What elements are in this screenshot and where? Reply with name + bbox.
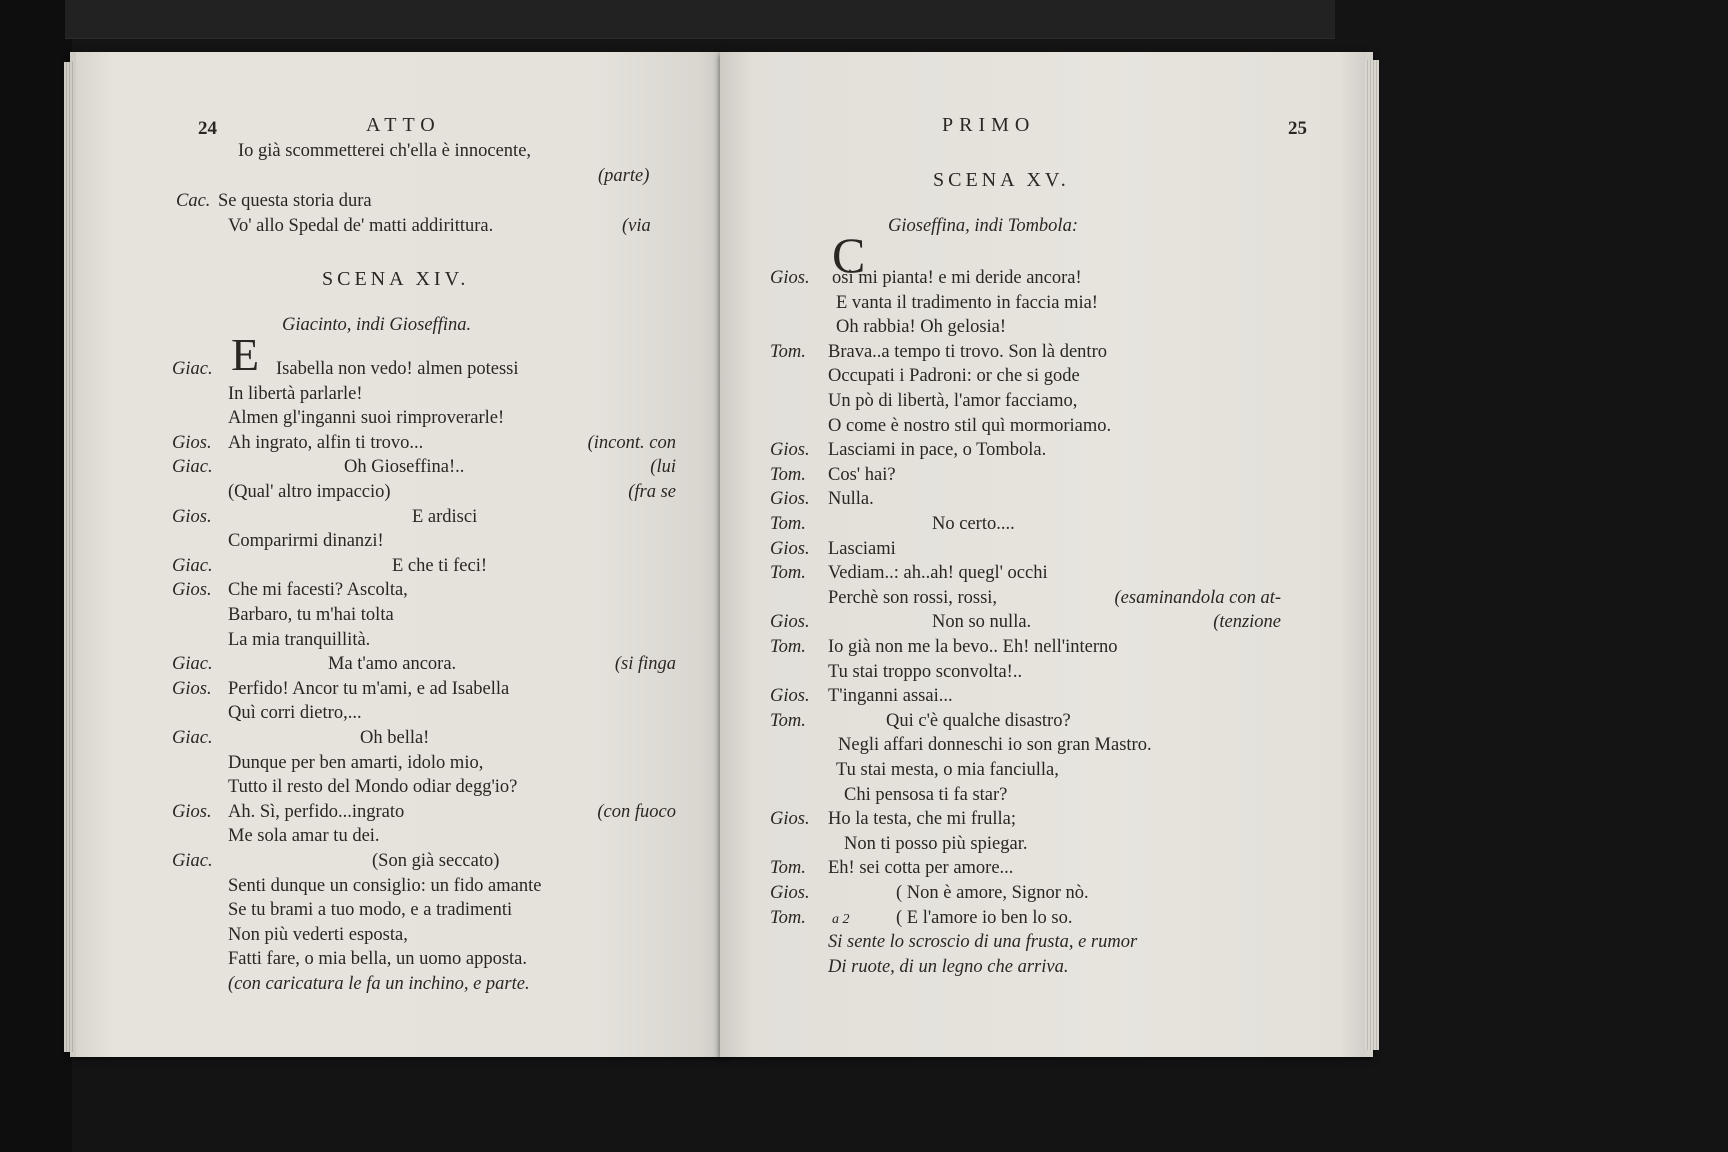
backdrop-top (65, 0, 1335, 39)
speaker-label: Gios. (172, 801, 212, 822)
verse-line: Me sola amar tu dei. (228, 826, 380, 847)
speaker-label: Tom. (770, 563, 806, 584)
verse-line: Perchè son rossi, rossi, (828, 587, 998, 608)
verse-line: Tu stai troppo sconvolta!.. (828, 661, 1023, 682)
verse-line: Lasciami in pace, o Tombola. (828, 440, 1047, 461)
verse-line: Non più vederti esposta, (228, 924, 408, 945)
running-head: PRIMO (942, 114, 1036, 136)
verse-line: E ardisci (412, 506, 478, 527)
speaker-label: Giac. (172, 555, 213, 576)
stage-direction: (si finga (614, 654, 676, 675)
verse-line: O come è nostro stil quì mormoriamo. (828, 415, 1112, 436)
speaker-label: Tom. (770, 637, 806, 657)
verse-line: Vo' allo Spedal de' matti addirittura. (228, 216, 494, 236)
verse-line: Se tu brami a tuo modo, e a tradimenti (228, 900, 513, 921)
scene-title: SCENA XV. (933, 169, 1070, 191)
verse-line: (con caricatura le fa un inchino, e parte. (228, 974, 530, 994)
verse-line: E vanta il tradimento in faccia mia! (836, 292, 1098, 313)
stage-direction: (lui (650, 457, 676, 478)
verse-line: Barbaro, tu m'hai tolta (228, 605, 394, 625)
page-edges-left (64, 62, 74, 1052)
verse-line: Lasciami (828, 538, 896, 559)
verse-line: Ma t'amo ancora. (328, 654, 457, 675)
verse-line: Se questa storia dura (218, 191, 372, 211)
stage-direction: (incont. con (587, 432, 676, 453)
speaker-label: Gios. (172, 678, 212, 699)
verse-line: Cos' hai? (828, 464, 896, 485)
speaker-label: Giac. (172, 359, 213, 379)
verse-line: (Qual' altro impaccio) (228, 482, 391, 502)
verse-line: T'inganni assai... (828, 686, 953, 707)
verse-line: Occupati i Padroni: or che si gode (828, 366, 1080, 387)
verse-line: Quì corri dietro,... (228, 703, 362, 724)
verse-line: ( E l'amore io ben lo so. (896, 907, 1073, 928)
verse-line: Almen gl'inganni suoi rimproverarle! (228, 408, 505, 429)
verse-line: Oh rabbia! Oh gelosia! (836, 317, 1007, 338)
verse-line: Io già non me la bevo.. Eh! nell'interno (828, 637, 1118, 657)
page-number: 25 (1288, 118, 1307, 139)
speaker-label: Tom. (770, 710, 806, 731)
verse-line: Oh Gioseffina!.. (344, 457, 465, 478)
stage-direction: (parte) (598, 166, 650, 186)
verse-line: Non so nulla. (932, 612, 1032, 633)
a-due-marker: a 2 (832, 912, 850, 927)
verse-line: E che ti feci! (392, 555, 488, 576)
running-head: ATTO (366, 114, 441, 136)
stage-direction: (con fuoco (597, 801, 676, 822)
verse-line: Ho la testa, che mi frulla; (828, 809, 1017, 830)
speaker-label: Gios. (172, 432, 212, 453)
speaker-label: Giac. (172, 728, 213, 748)
stage-direction: (via (622, 216, 651, 236)
speaker-label: Gios. (172, 506, 212, 527)
verse-line: Tu stai mesta, o mia fanciulla, (836, 760, 1059, 780)
open-book (70, 40, 1380, 1070)
page-number: 24 (198, 118, 217, 139)
speaker-label: Tom. (770, 907, 806, 928)
verse-line: Ah ingrato, alfin ti trovo... (228, 432, 424, 453)
verse-line: Perfido! Ancor tu m'ami, e ad Isabella (228, 678, 510, 699)
verse-line: No certo.... (932, 514, 1015, 534)
left-page (70, 52, 726, 1057)
scene-characters: Giacinto, indi Gioseffina. (282, 315, 472, 335)
speaker-label: Gios. (770, 883, 810, 903)
right-page (720, 52, 1373, 1057)
speaker-label: Cac. (176, 191, 211, 211)
verse-line: Un pò di libertà, l'amor facciamo, (828, 391, 1078, 411)
verse-line: Oh bella! (360, 728, 430, 748)
drop-cap: C (832, 227, 866, 283)
backdrop (0, 0, 72, 1152)
verse-line: In libertà parlarle! (228, 383, 363, 404)
drop-cap: E (231, 329, 260, 380)
speaker-label: Gios. (770, 489, 810, 510)
stage-direction: (tenzione (1213, 612, 1281, 633)
speaker-label: Tom. (770, 341, 806, 362)
speaker-label: Giac. (172, 457, 213, 478)
speaker-label: Gios. (770, 538, 810, 559)
verse-line: Io già scommetterei ch'ella è innocente, (238, 141, 532, 161)
verse-line: Ah. Sì, perfido...ingrato (228, 801, 405, 822)
speaker-label: Tom. (770, 464, 806, 485)
verse-line: Eh! sei cotta per amore... (828, 858, 1014, 879)
verse-line: Nulla. (828, 489, 874, 510)
verse-line: Dunque per ben amarti, idolo mio, (228, 752, 484, 773)
speaker-label: Gios. (770, 440, 810, 461)
verse-line: Vediam..: ah..ah! quegl' occhi (828, 563, 1048, 584)
speaker-label: Tom. (770, 858, 806, 879)
speaker-label: Gios. (770, 809, 810, 830)
verse-line: Si sente lo scroscio di una frusta, e rumor (828, 932, 1138, 953)
verse-line: osì mi pianta! e mi deride ancora! (832, 268, 1082, 288)
verse-line: Tutto il resto del Mondo odiar degg'io? (228, 777, 518, 798)
speaker-label: Giac. (172, 851, 213, 871)
verse-line: Non ti posso più spiegar. (844, 833, 1028, 854)
verse-line: Negli affari donneschi io son gran Mastro. (838, 735, 1152, 756)
verse-line: Di ruote, di un legno che arriva. (828, 956, 1069, 977)
speaker-label: Gios. (770, 686, 810, 707)
verse-line: ( Non è amore, Signor nò. (896, 883, 1089, 903)
speaker-label: Gios. (172, 580, 212, 601)
verse-line: Isabella non vedo! almen potessi (276, 359, 519, 379)
verse-line: Chi pensosa ti fa star? (844, 784, 1008, 805)
verse-line: Fatti fare, o mia bella, un uomo apposta. (228, 949, 528, 970)
speaker-label: Tom. (770, 514, 806, 534)
verse-line: (Son già seccato) (372, 851, 500, 871)
verse-line: La mia tranquillità. (228, 629, 371, 650)
speaker-label: Gios. (770, 268, 810, 288)
verse-line: Senti dunque un consiglio: un fido amante (228, 875, 542, 896)
verse-line: Qui c'è qualche disastro? (886, 710, 1071, 731)
scene-title: SCENA XIV. (322, 268, 470, 290)
speaker-label: Gios. (770, 612, 810, 633)
speaker-label: Giac. (172, 654, 213, 675)
verse-line: Comparirmi dinanzi! (228, 531, 384, 552)
page-edges-right (1365, 60, 1379, 1050)
verse-line: Brava..a tempo ti trovo. Son là dentro (828, 341, 1107, 362)
stage-direction: (fra se (628, 482, 676, 502)
scene-characters: Gioseffina, indi Tombola: (888, 216, 1078, 236)
verse-line: Che mi facesti? Ascolta, (228, 580, 408, 601)
stage-direction: (esaminandola con at- (1114, 587, 1281, 608)
